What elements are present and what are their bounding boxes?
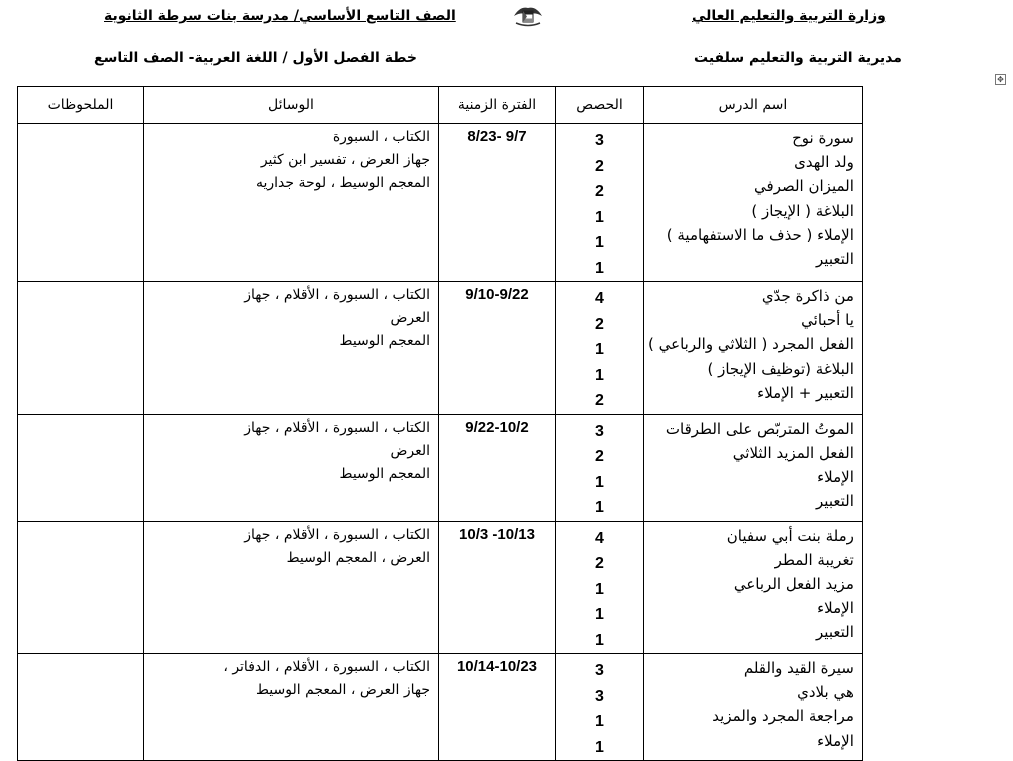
notes-cell	[18, 414, 144, 521]
date-range-cell: 10/14-10/23	[439, 654, 556, 761]
periods-cell	[556, 414, 644, 521]
period-count: 2	[595, 392, 604, 409]
tool-line: الكتاب ، السبورة ، الأقلام ، جهاز	[244, 287, 430, 303]
notes-cell	[18, 124, 144, 282]
date-range-cell: 9/22-10/2	[439, 414, 556, 521]
date-range-cell: 10/3 -10/13	[439, 521, 556, 654]
lesson-cell	[644, 414, 863, 521]
lesson-name: الموتُ المتربّص على الطرقات	[665, 419, 854, 438]
tool-line: الكتاب ، السبورة ، الأقلام ، جهاز	[244, 526, 430, 543]
directorate-name: مديرية التربية والتعليم سلفيت	[694, 50, 902, 66]
period-count: 3	[595, 687, 604, 705]
period-count: 4	[595, 290, 604, 307]
lesson-name: التعبير + الإملاء	[757, 383, 854, 402]
notes-cell	[18, 654, 144, 761]
tools-cell	[144, 654, 439, 761]
period-count: 1	[595, 234, 604, 251]
tool-line: الكتاب ، السبورة ، الأقلام ، الدفاتر ،	[223, 659, 430, 675]
period-count: 1	[595, 631, 604, 649]
lesson-name: سورة نوح	[792, 129, 854, 147]
lesson-cell	[644, 521, 863, 654]
lesson-name: الإملاء	[817, 467, 854, 486]
notes-cell	[18, 282, 144, 415]
tool-line: الكتاب ، السبورة	[332, 129, 430, 145]
column-header-periods: الحصص	[556, 87, 644, 124]
tool-line: الكتاب ، السبورة ، الأقلام ، جهاز	[244, 419, 430, 436]
column-header-period: الفترة الزمنية	[439, 87, 556, 124]
period-count: 2	[595, 157, 604, 175]
period-count: 1	[595, 473, 604, 491]
period-count: 2	[595, 448, 604, 465]
lesson-name: الفعل المجرد ( الثلاثي والرباعي )	[648, 335, 854, 354]
lesson-name: الفعل المزيد الثلاثي	[732, 443, 854, 462]
table-row	[18, 521, 863, 654]
lesson-name: الإملاء ( حذف ما الاستفهامية )	[666, 225, 854, 244]
lesson-name: مراجعة المجرد والمزيد	[712, 707, 854, 726]
lesson-name: البلاغة (توظيف الإيجاز )	[707, 359, 854, 378]
tool-line: جهاز العرض ، المعجم الوسيط	[255, 682, 430, 698]
period-count: 1	[595, 738, 604, 756]
column-header-notes: الملحوظات	[18, 87, 144, 124]
lesson-name: تغريبة المطر	[774, 550, 854, 569]
date-range-cell: 9/10-9/22	[439, 282, 556, 415]
lesson-name: البلاغة ( الإيجاز )	[751, 201, 854, 220]
table-body	[18, 124, 863, 761]
school-class-title: الصف التاسع الأساسي/ مدرسة بنات سرطة الثانوية	[104, 8, 456, 24]
period-count: 1	[595, 580, 604, 598]
tool-line: جهاز العرض ، تفسير ابن كثير	[260, 152, 430, 168]
tools-cell	[144, 282, 439, 415]
period-count: 1	[595, 606, 604, 623]
lesson-plan-table	[17, 86, 863, 761]
period-count: 4	[595, 529, 604, 547]
periods-cell	[556, 282, 644, 415]
period-count: 3	[595, 422, 604, 440]
tool-line: العرض ، المعجم الوسيط	[286, 549, 430, 566]
lesson-name: الإملاء	[817, 731, 854, 750]
periods-cell	[556, 124, 644, 282]
lesson-name: يا أحبائي	[801, 311, 854, 330]
tools-cell	[144, 124, 439, 282]
period-count: 1	[595, 366, 604, 384]
lesson-name: مزيد الفعل الرباعي	[733, 574, 854, 593]
lesson-name: هي بلادي	[797, 683, 854, 702]
plan-title: خطة الفصل الأول / اللغة العربية- الصف التاسع	[94, 50, 417, 66]
lesson-cell	[644, 124, 863, 282]
tools-cell	[144, 521, 439, 654]
lesson-name: الإملاء	[817, 599, 854, 618]
notes-cell	[18, 521, 144, 654]
period-count: 2	[595, 315, 604, 333]
table-header-row	[18, 87, 863, 124]
period-count: 3	[595, 662, 604, 679]
ministry-name: وزارة التربية والتعليم العالي	[692, 8, 886, 24]
period-count: 1	[595, 208, 604, 226]
lesson-name: التعبير	[816, 623, 854, 642]
periods-cell	[556, 521, 644, 654]
lesson-name: ولد الهدى	[794, 153, 854, 172]
table-move-handle[interactable]: ✥	[995, 74, 1006, 85]
lesson-cell	[644, 282, 863, 415]
tool-line: المعجم الوسيط ، لوحة جداريه	[255, 175, 430, 191]
tool-line: العرض	[390, 310, 430, 326]
lesson-name: التعبير	[816, 492, 854, 511]
period-count: 1	[595, 713, 604, 730]
lesson-name: التعبير	[816, 250, 854, 269]
table-row	[18, 654, 863, 761]
tools-cell	[144, 414, 439, 521]
period-count: 2	[595, 555, 604, 572]
tool-line: المعجم الوسيط	[339, 465, 430, 482]
lesson-name: رملة بنت أبي سفيان	[726, 526, 854, 545]
periods-cell	[556, 654, 644, 761]
lesson-name: سيرة القيد والقلم	[743, 659, 854, 677]
period-count: 1	[595, 499, 604, 516]
lesson-cell	[644, 654, 863, 761]
table-row	[18, 282, 863, 415]
period-count: 1	[595, 259, 604, 277]
lesson-name: من ذاكرة جدّي	[761, 287, 854, 305]
table-row	[18, 414, 863, 521]
tool-line: المعجم الوسيط	[339, 333, 430, 349]
column-header-tools: الوسائل	[144, 87, 439, 124]
period-count: 3	[595, 132, 604, 149]
table-row	[18, 124, 863, 282]
period-count: 2	[595, 183, 604, 200]
column-header-lesson: اسم الدرس	[644, 87, 863, 124]
period-count: 1	[595, 341, 604, 358]
emblem-logo	[510, 2, 546, 28]
date-range-cell: 8/23- 9/7	[439, 124, 556, 282]
lesson-name: الميزان الصرفي	[754, 177, 854, 196]
tool-line: العرض	[390, 442, 430, 459]
